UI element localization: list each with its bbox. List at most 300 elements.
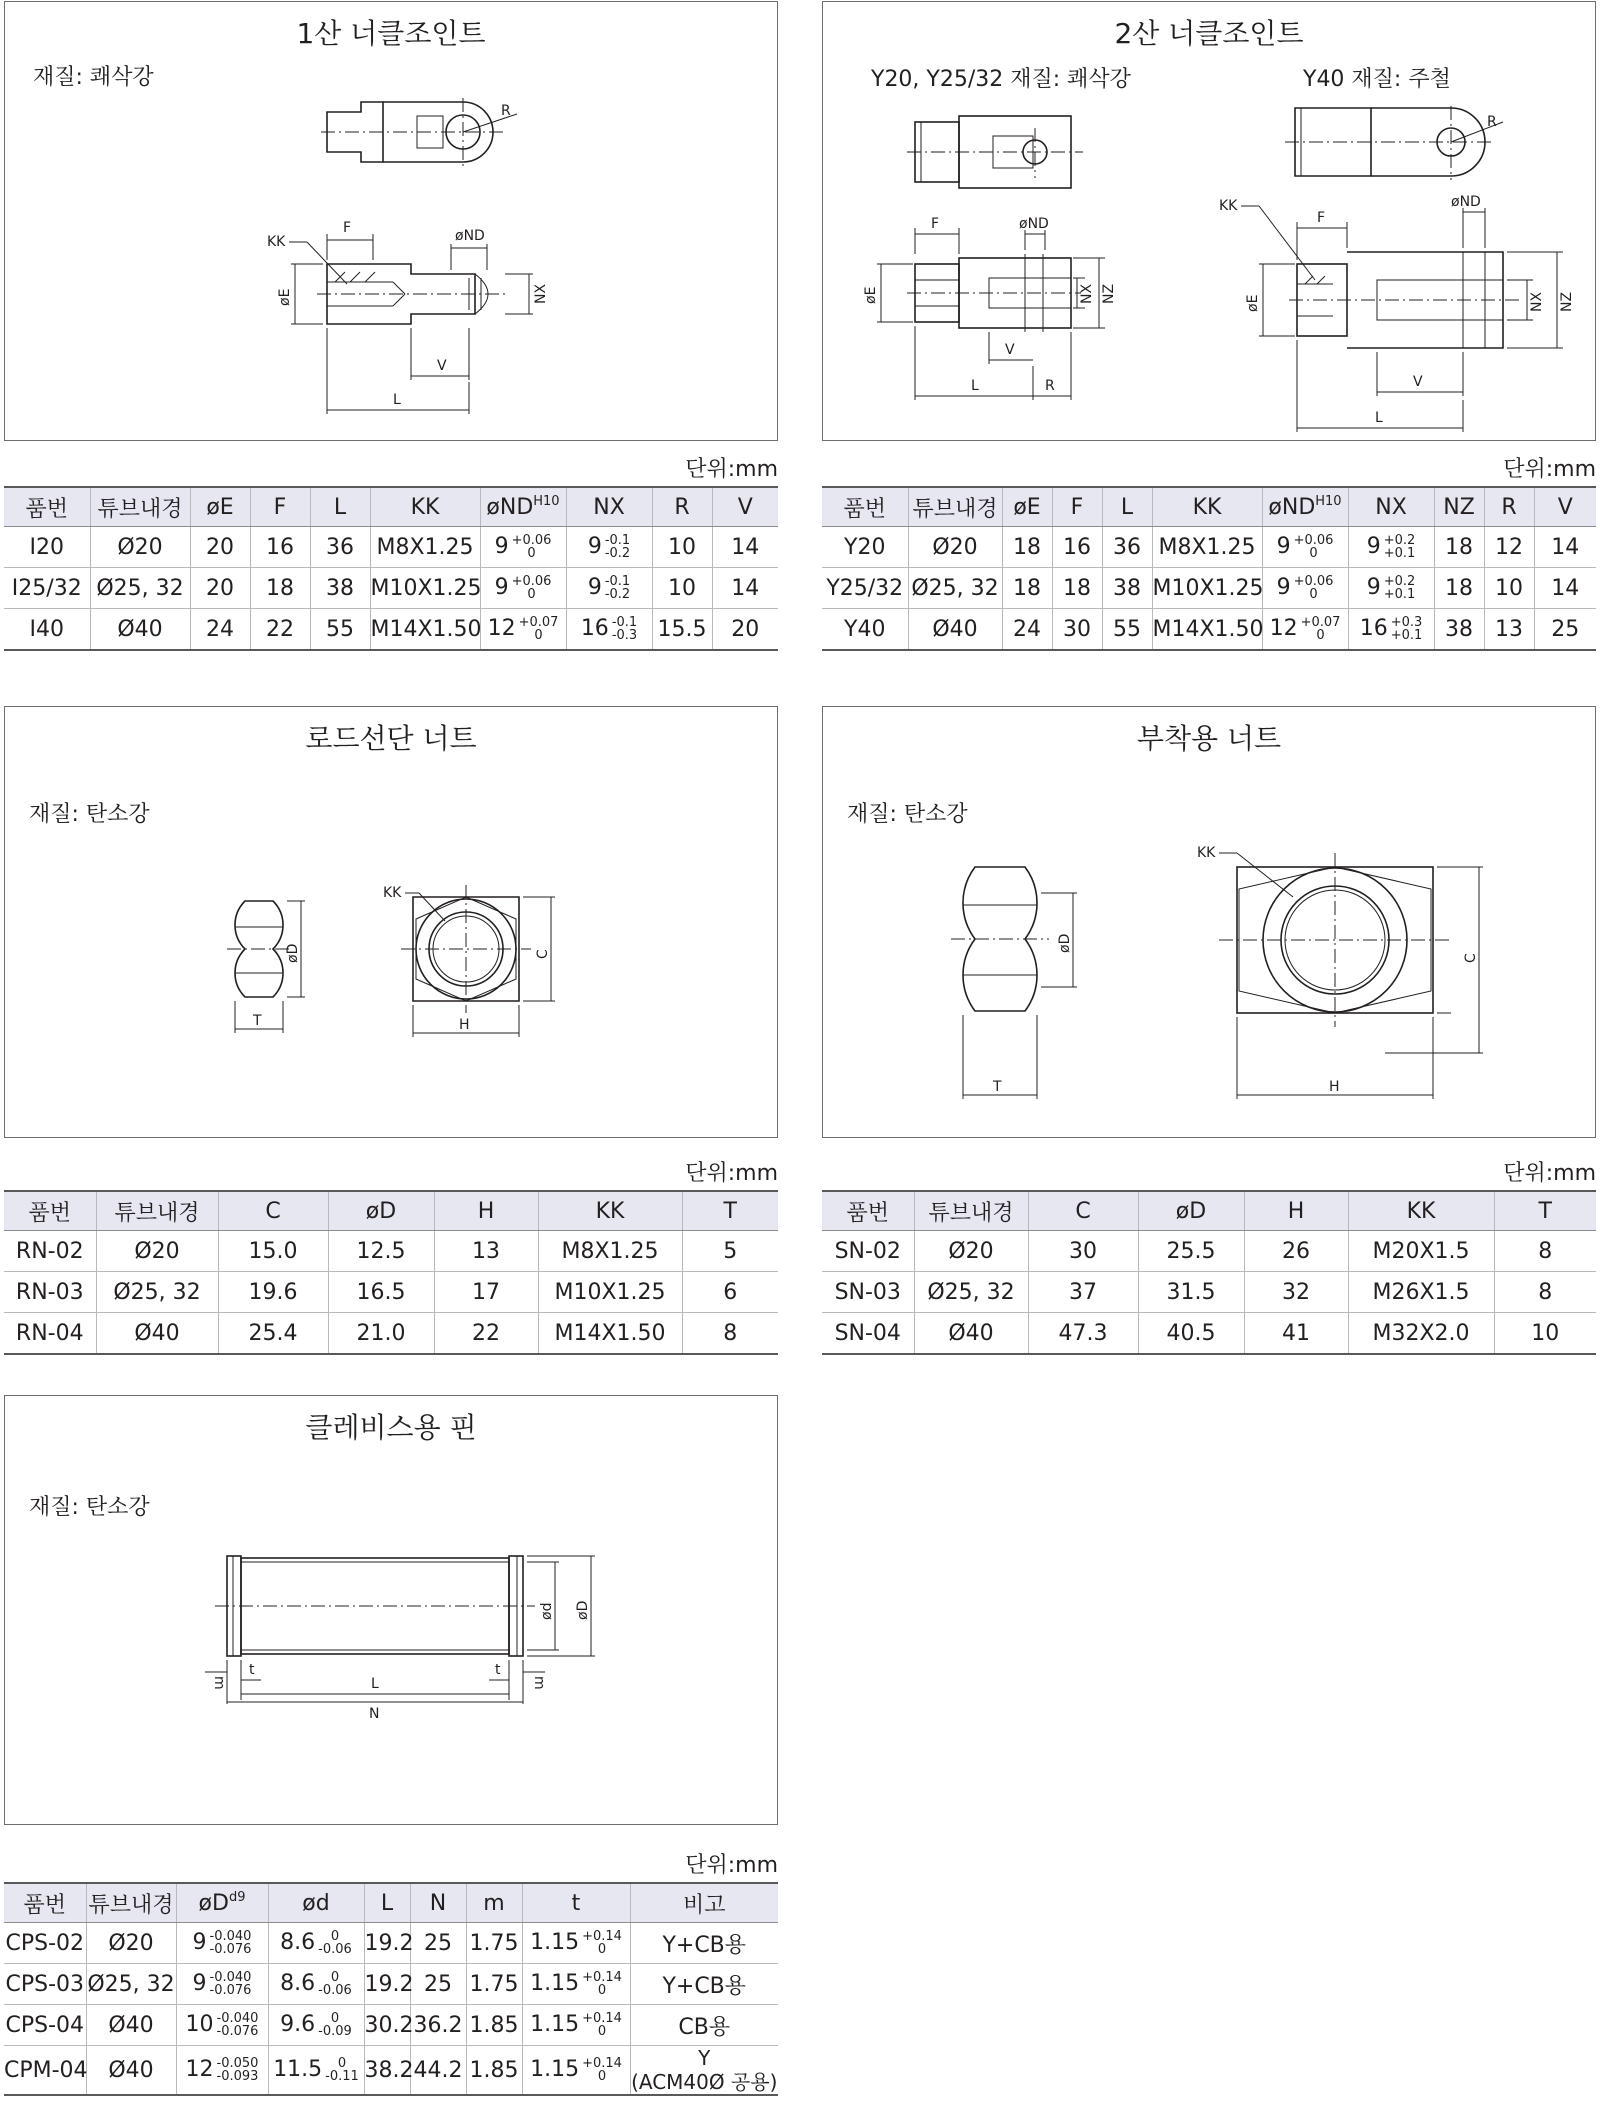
dim-h-label: H (459, 1017, 470, 1033)
table-cell: Ø40 (908, 609, 1002, 651)
col-header: 품번 (4, 1883, 86, 1923)
table-cell: 55 (1102, 609, 1152, 651)
table-cell: 20 (190, 568, 250, 609)
col-header: R (652, 487, 712, 527)
table-row (4, 2046, 778, 2096)
table-header-row (4, 1191, 778, 1231)
table-cell: 8 (1494, 1272, 1596, 1313)
table-cell: Ø40 (86, 2046, 176, 2096)
col-header: m (466, 1883, 522, 1923)
table-cell: 32 (1244, 1272, 1348, 1313)
mounting-nut-table (822, 1190, 1596, 1355)
unit-label: 단위:mm (1503, 457, 1596, 482)
dim-t-label-right: t (495, 1662, 501, 1678)
table-cell: 1.75 (466, 1964, 522, 2005)
tolerance: +0.06 0 (511, 574, 552, 602)
col-header: øD (328, 1191, 434, 1231)
col-header: 튜브내경 (86, 1883, 176, 1923)
table-cell: 9 +0.2 +0.1 (1348, 568, 1434, 609)
table-cell: 37 (1028, 1272, 1138, 1313)
col-header: t (522, 1883, 630, 1923)
table-cell: 1.85 (466, 2005, 522, 2046)
table-cell: 19.6 (218, 1272, 328, 1313)
table-cell: I20 (4, 527, 90, 568)
dim-kk-label: KK (1197, 845, 1216, 861)
table-cell: 18 (1002, 527, 1052, 568)
tolerance: +0.07 0 (518, 615, 559, 643)
tolerance: +0.3 +0.1 (1390, 615, 1423, 643)
table-cell: 13 (1484, 609, 1534, 651)
table-cell: RN-02 (4, 1231, 96, 1272)
table-row (4, 568, 778, 609)
dim-nd-label-2: øND (1451, 194, 1481, 210)
table-cell: Ø40 (914, 1313, 1028, 1355)
dim-d-label: øD (285, 943, 301, 963)
table-cell: 47.3 (1028, 1313, 1138, 1355)
table-cell: 5 (682, 1231, 778, 1272)
table-cell: 1.15 +0.14 0 (522, 1964, 630, 2005)
col-header: NZ (1434, 487, 1484, 527)
table-row (4, 1231, 778, 1272)
dim-e-label-2: øE (1245, 294, 1261, 312)
table-cell: M20X1.5 (1348, 1231, 1494, 1272)
dim-kk-label: KK (267, 234, 286, 250)
table-cell: 9 -0.040 -0.076 (176, 1964, 268, 2005)
table-cell: 12 +0.07 0 (480, 609, 566, 651)
note-line: Y (698, 2046, 711, 2070)
table-cell: 16 -0.1 -0.3 (566, 609, 652, 651)
dim-t-label: T (253, 1013, 262, 1029)
unit-label: 단위:mm (1503, 1161, 1596, 1186)
dim-c-label: C (1463, 953, 1479, 963)
table-cell: 19.2 (364, 1923, 410, 1964)
tolerance: -0.040 -0.076 (216, 2011, 259, 2039)
tolerance: +0.14 0 (582, 2011, 622, 2039)
table-row (4, 1923, 778, 1964)
table-cell: 8.6 0 -0.06 (268, 1923, 364, 1964)
col-header: V (1534, 487, 1596, 527)
col-header: øND$^{H10}$ (1262, 487, 1348, 527)
table-cell: Y+CB용 (630, 1923, 778, 1964)
table-cell: CPM-04 (4, 2046, 86, 2096)
table-cell: M14X1.50 (538, 1313, 682, 1355)
tolerance: 0 -0.11 (325, 2056, 359, 2084)
col-header: 튜브내경 (96, 1191, 218, 1231)
table-cell: 8 (1494, 1231, 1596, 1272)
table-cell: 40.5 (1138, 1313, 1244, 1355)
table-cell: 14 (1534, 527, 1596, 568)
col-header: øD (1138, 1191, 1244, 1231)
table-cell: Ø40 (96, 1313, 218, 1355)
table-row (4, 2005, 778, 2046)
table-cell: M10X1.25 (1152, 568, 1262, 609)
dim-nd-label: øND (1019, 216, 1049, 232)
table-cell: 30 (1052, 609, 1102, 651)
col-header: R (1484, 487, 1534, 527)
table-cell: Ø20 (908, 527, 1002, 568)
tolerance: -0.1 -0.3 (611, 615, 638, 643)
table-cell: Y+CB용 (630, 1964, 778, 2005)
table-cell: 20 (190, 527, 250, 568)
table-cell: SN-03 (822, 1272, 914, 1313)
dim-kk-label: KK (383, 885, 402, 901)
table-cell: Ø20 (90, 527, 190, 568)
table-cell: M14X1.50 (1152, 609, 1262, 651)
col-header: 튜브내경 (914, 1191, 1028, 1231)
table-cell: 1.85 (466, 2046, 522, 2096)
table-cell: 20 (712, 609, 778, 651)
table-cell: 9 +0.06 0 (1262, 568, 1348, 609)
table-cell: 24 (1002, 609, 1052, 651)
table-cell: 30 (1028, 1231, 1138, 1272)
table-cell: 16 +0.3 +0.1 (1348, 609, 1434, 651)
dim-t-label: T (993, 1079, 1002, 1095)
tolerance: +0.2 +0.1 (1383, 574, 1416, 602)
dim-e-label: øE (863, 286, 879, 304)
table-cell: 21.0 (328, 1313, 434, 1355)
table-cell: 24 (190, 609, 250, 651)
table-cell: Ø40 (90, 609, 190, 651)
table-cell: 9 -0.1 -0.2 (566, 527, 652, 568)
table-cell: RN-03 (4, 1272, 96, 1313)
table-cell: 31.5 (1138, 1272, 1244, 1313)
dim-v-label: V (437, 358, 447, 374)
table-cell: Ø20 (96, 1231, 218, 1272)
col-header: 품번 (822, 1191, 914, 1231)
table-cell: 11.5 0 -0.11 (268, 2046, 364, 2096)
tolerance: +0.06 0 (1293, 533, 1334, 561)
table-cell: 18 (250, 568, 310, 609)
table-cell: M10X1.25 (370, 568, 480, 609)
tolerance: +0.14 0 (582, 1929, 622, 1957)
table-row (822, 1313, 1596, 1355)
col-header: F (250, 487, 310, 527)
col-header: NX (566, 487, 652, 527)
table-row (822, 527, 1596, 568)
dim-v-label: V (1005, 342, 1015, 358)
table-cell: 10 (652, 527, 712, 568)
table-cell: 10 (652, 568, 712, 609)
table-cell: 9.6 0 -0.09 (268, 2005, 364, 2046)
panel-title: 2산 너클조인트 (1114, 17, 1304, 50)
rod-end-nut-panel (4, 706, 778, 1138)
mounting-nut-drawing (823, 707, 1597, 1139)
table-cell: 30.2 (364, 2005, 410, 2046)
table-cell: 12 (1484, 527, 1534, 568)
tolerance: +0.14 0 (582, 1970, 622, 1998)
material-label: 재질: 탄소강 (29, 802, 150, 827)
table-cell: M14X1.50 (370, 609, 480, 651)
tolerance: +0.06 0 (1293, 574, 1334, 602)
dim-r-label: R (1045, 378, 1055, 394)
knuckle-joint-double-panel (822, 1, 1596, 441)
col-header: L (310, 487, 370, 527)
dim-nz-label: NZ (1101, 283, 1117, 304)
tolerance: -0.1 -0.2 (604, 574, 631, 602)
dim-f-label-2: F (1317, 210, 1326, 226)
dim-nx-label: NX (1079, 283, 1095, 304)
tolerance: 0 -0.06 (318, 1929, 352, 1957)
table-cell: 12 -0.050 -0.093 (176, 2046, 268, 2096)
col-header: ød (268, 1883, 364, 1923)
knuckle-joint-double-drawing (823, 2, 1597, 442)
unit-label: 단위:mm (685, 1161, 778, 1186)
table-cell: M8X1.25 (370, 527, 480, 568)
knuckle-joint-double-table (822, 486, 1596, 651)
table-header-row (822, 487, 1596, 527)
table-cell: 36.2 (410, 2005, 466, 2046)
table-cell: 16 (250, 527, 310, 568)
table-cell: 9 -0.1 -0.2 (566, 568, 652, 609)
col-header: 품번 (4, 487, 90, 527)
col-header: T (1494, 1191, 1596, 1231)
table-cell: 1.15 +0.14 0 (522, 2046, 630, 2096)
col-header: KK (1348, 1191, 1494, 1231)
unit-label: 단위:mm (685, 457, 778, 482)
mounting-nut-panel (822, 706, 1596, 1138)
material-label: Y40 재질: 주철 (1303, 67, 1451, 92)
dim-d-label: øD (1057, 933, 1073, 953)
col-header: øE (190, 487, 250, 527)
col-header: T (682, 1191, 778, 1231)
col-header: KK (1152, 487, 1262, 527)
table-cell: 38.2 (364, 2046, 410, 2096)
table-row (4, 527, 778, 568)
table-cell: Ø20 (914, 1231, 1028, 1272)
dim-r-label: R (501, 103, 511, 119)
dim-t-label-left: t (249, 1662, 255, 1678)
table-row (4, 1313, 778, 1355)
dim-nx-label-2: NX (1529, 291, 1545, 312)
material-label: 재질: 탄소강 (29, 1495, 150, 1520)
col-header: $øD^{d9}$ (176, 1883, 268, 1923)
dim-kk-label: KK (1219, 198, 1238, 214)
table-cell: 38 (1102, 568, 1152, 609)
table-cell: Ø40 (86, 2005, 176, 2046)
tolerance: +0.07 0 (1300, 615, 1341, 643)
table-cell: 8 (682, 1313, 778, 1355)
dim-nz-label-2: NZ (1559, 291, 1575, 312)
table-cell: 12 +0.07 0 (1262, 609, 1348, 651)
table-row (4, 609, 778, 651)
col-header: KK (370, 487, 480, 527)
table-header-row (822, 1191, 1596, 1231)
col-header: 품번 (4, 1191, 96, 1231)
table-cell: 16 (1052, 527, 1102, 568)
table-cell: CPS-02 (4, 1923, 86, 1964)
tolerance: 0 -0.09 (318, 2011, 352, 2039)
table-cell: 10 -0.040 -0.076 (176, 2005, 268, 2046)
rod-end-nut-drawing (5, 707, 779, 1139)
tolerance: -0.050 -0.093 (216, 2056, 259, 2084)
table-cell: M8X1.25 (538, 1231, 682, 1272)
col-header: 튜브내경 (908, 487, 1002, 527)
dim-l-label-2: L (1375, 410, 1383, 426)
table-row (822, 1272, 1596, 1313)
material-label: Y20, Y25/32 재질: 쾌삭강 (871, 67, 1131, 92)
col-header: C (1028, 1191, 1138, 1231)
col-header: F (1052, 487, 1102, 527)
table-cell: 13 (434, 1231, 538, 1272)
knuckle-joint-single-table (4, 486, 778, 651)
table-cell: 1.15 +0.14 0 (522, 1923, 630, 1964)
table-cell: 44.2 (410, 2046, 466, 2096)
table-cell: 18 (1052, 568, 1102, 609)
dim-h-label: H (1329, 1079, 1340, 1095)
col-header: øND$^{H10}$ (480, 487, 566, 527)
table-cell: 36 (1102, 527, 1152, 568)
table-cell: 38 (1434, 609, 1484, 651)
table-cell: 10 (1494, 1313, 1596, 1355)
table-cell: 25 (410, 1964, 466, 2005)
table-cell: 41 (1244, 1313, 1348, 1355)
panel-title: 1산 너클조인트 (296, 17, 486, 50)
table-cell: 9 +0.06 0 (1262, 527, 1348, 568)
table-cell: Ø25, 32 (914, 1272, 1028, 1313)
dim-small-d-label: ød (539, 1602, 555, 1620)
table-header-row (4, 487, 778, 527)
col-header: C (218, 1191, 328, 1231)
dim-v-label-2: V (1413, 374, 1423, 390)
col-header: V (712, 487, 778, 527)
dim-n-label: N (369, 1706, 380, 1722)
table-cell: 22 (434, 1313, 538, 1355)
table-cell: Y25/32 (822, 568, 908, 609)
col-header: L (1102, 487, 1152, 527)
table-cell: 38 (310, 568, 370, 609)
tolerance: -0.040 -0.076 (209, 1929, 252, 1957)
table-row (4, 1964, 778, 2005)
table-cell: M26X1.5 (1348, 1272, 1494, 1313)
table-cell: SN-02 (822, 1231, 914, 1272)
tolerance: -0.040 -0.076 (209, 1970, 252, 1998)
table-row (4, 1272, 778, 1313)
table-cell: Ø25, 32 (86, 1964, 176, 2005)
table-cell: Y20 (822, 527, 908, 568)
table-cell: RN-04 (4, 1313, 96, 1355)
dim-l-label: L (393, 392, 401, 408)
dim-e-label: øE (277, 288, 293, 306)
table-cell: 16.5 (328, 1272, 434, 1313)
table-cell: 9 +0.06 0 (480, 527, 566, 568)
knuckle-joint-single-drawing (5, 2, 779, 442)
table-cell: SN-04 (822, 1313, 914, 1355)
col-header: 품번 (822, 487, 908, 527)
table-cell: 25.5 (1138, 1231, 1244, 1272)
table-cell: CPS-03 (4, 1964, 86, 2005)
panel-title: 로드선단 너트 (305, 722, 477, 755)
table-cell: I25/32 (4, 568, 90, 609)
col-header: N (410, 1883, 466, 1923)
table-cell: 18 (1434, 568, 1484, 609)
table-cell: 18 (1002, 568, 1052, 609)
table-cell: CB용 (630, 2005, 778, 2046)
table-cell: 15.0 (218, 1231, 328, 1272)
dim-nd-label: øND (455, 228, 485, 244)
table-cell: 14 (1534, 568, 1596, 609)
table-cell: Ø25, 32 (90, 568, 190, 609)
table-cell: 14 (712, 568, 778, 609)
table-cell: Ø25, 32 (908, 568, 1002, 609)
clevis-pin-panel (4, 1395, 778, 1825)
col-header: L (364, 1883, 410, 1923)
tolerance: +0.14 0 (582, 2056, 622, 2084)
col-header: H (434, 1191, 538, 1231)
tolerance: +0.2 +0.1 (1383, 533, 1416, 561)
dim-large-d-label: øD (575, 1600, 591, 1620)
col-header: 비고 (630, 1883, 778, 1923)
table-cell: 26 (1244, 1231, 1348, 1272)
table-cell: 14 (712, 527, 778, 568)
dim-r-label-2: R (1487, 114, 1497, 130)
table-cell: 22 (250, 609, 310, 651)
table-cell (630, 2046, 778, 2096)
dim-l-label: L (971, 378, 979, 394)
col-header: NX (1348, 487, 1434, 527)
table-cell: M8X1.25 (1152, 527, 1262, 568)
table-cell: 36 (310, 527, 370, 568)
tolerance: 0 -0.06 (318, 1970, 352, 1998)
table-cell: 25.4 (218, 1313, 328, 1355)
table-cell: 25 (1534, 609, 1596, 651)
table-cell: 10 (1484, 568, 1534, 609)
panel-title: 부착용 너트 (1136, 722, 1282, 755)
clevis-pin-table (4, 1882, 778, 2096)
table-cell: 19.2 (364, 1964, 410, 2005)
table-row (822, 568, 1596, 609)
table-cell: CPS-04 (4, 2005, 86, 2046)
table-cell: Y40 (822, 609, 908, 651)
table-cell: I40 (4, 609, 90, 651)
rod-end-nut-table (4, 1190, 778, 1355)
table-cell: 9 +0.06 0 (480, 568, 566, 609)
table-cell: Ø25, 32 (96, 1272, 218, 1313)
material-label: 재질: 쾌삭강 (33, 65, 154, 90)
panel-title: 클레비스용 핀 (305, 1411, 477, 1444)
material-label: 재질: 탄소강 (847, 802, 968, 827)
table-header-row (4, 1883, 778, 1923)
note-line: (ACM40Ø 공용) (631, 2070, 778, 2094)
table-cell: 8.6 0 -0.06 (268, 1964, 364, 2005)
dim-l-label: L (371, 1676, 379, 1692)
table-cell: 18 (1434, 527, 1484, 568)
table-cell: Ø20 (86, 1923, 176, 1964)
dim-f-label: F (931, 216, 940, 232)
table-cell: 17 (434, 1272, 538, 1313)
dim-m-label-right: m (531, 1676, 547, 1690)
unit-label: 단위:mm (685, 1853, 778, 1878)
table-cell: 1.75 (466, 1923, 522, 1964)
table-cell: 25 (410, 1923, 466, 1964)
table-cell: 12.5 (328, 1231, 434, 1272)
clevis-pin-drawing (5, 1396, 779, 1826)
col-header: KK (538, 1191, 682, 1231)
tolerance: -0.1 -0.2 (604, 533, 631, 561)
table-cell: 55 (310, 609, 370, 651)
knuckle-joint-single-panel (4, 1, 778, 441)
col-header: øE (1002, 487, 1052, 527)
col-header: 튜브내경 (90, 487, 190, 527)
dim-m-label-left: m (211, 1676, 227, 1690)
table-cell: 9 +0.2 +0.1 (1348, 527, 1434, 568)
table-cell: 9 -0.040 -0.076 (176, 1923, 268, 1964)
col-header: H (1244, 1191, 1348, 1231)
table-row (822, 1231, 1596, 1272)
table-cell: 1.15 +0.14 0 (522, 2005, 630, 2046)
table-cell: 6 (682, 1272, 778, 1313)
tolerance: +0.06 0 (511, 533, 552, 561)
table-cell: 15.5 (652, 609, 712, 651)
